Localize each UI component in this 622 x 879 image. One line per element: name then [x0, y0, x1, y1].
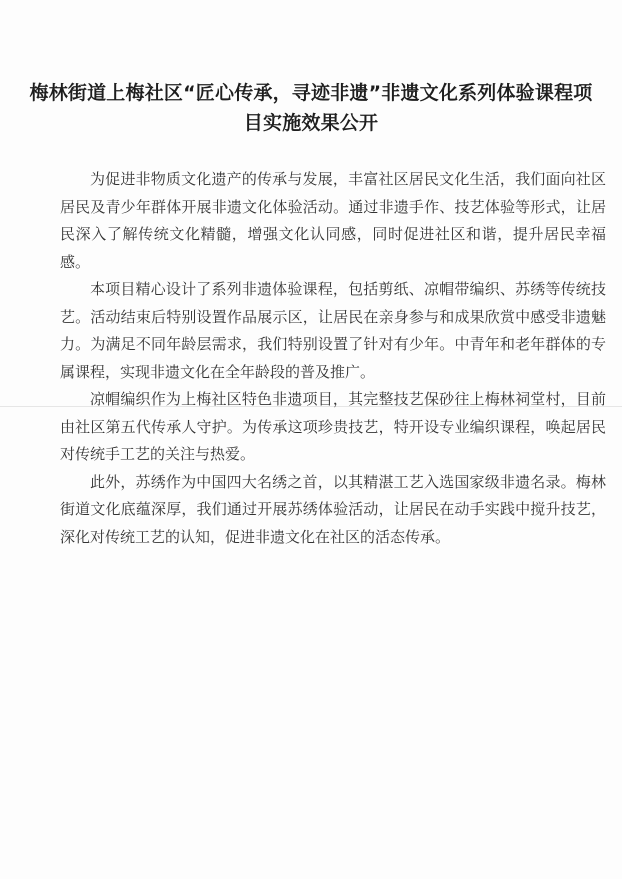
paragraph-3: 凉帽编织作为上梅社区特色非遗项目，其完整技艺保砂往上梅林祠堂村，目前由社区第五代传承人守护。为传承这项珍贵技艺，特开设专业编织课程，唤起居民对传统手工艺的关注与热爱。: [60, 390, 606, 463]
paragraph-1: 为促进非物质文化遗产的传承与发展，丰富社区居民文化生活，我们面向社区居民及青少年群体开展非遗文化体验活动。通过非遗手作、技艺体验等形式，让居民深入了解传统文化精髓，增强文化认同感，同时促进社区和谐，提升居民幸福感。: [60, 170, 606, 271]
paragraph-4: 此外，苏绣作为中国四大名绣之首，以其精湛工艺入选国家级非遗名录。梅林街道文化底蕴深厚，我们通过开展苏绣体验活动，让居民在动手实践中搅升技艺，深化对传统工艺的认知，促进非遗文化在社区的活态传承。: [60, 472, 606, 546]
document-body: [60, 166, 606, 551]
paragraph-2: 本项目精心设计了系列非遗体验课程，包括剪纸、凉帽带编织、苏绣等传统技艺。活动结束后特别设置作品展示区，让居民在亲身参与和成果欣赏中感受非遗魅力。为满足不同年龄层需求，我们特别设置了针对有少年。中青年和老年群体的专属课程，实现非遗文化在全年龄段的普及推广。: [60, 280, 606, 381]
document-title: 梅林街道上梅社区“匠心传承，寻迹非遗”非遗文化系列体验课程项目实施效果公开: [29, 82, 593, 134]
